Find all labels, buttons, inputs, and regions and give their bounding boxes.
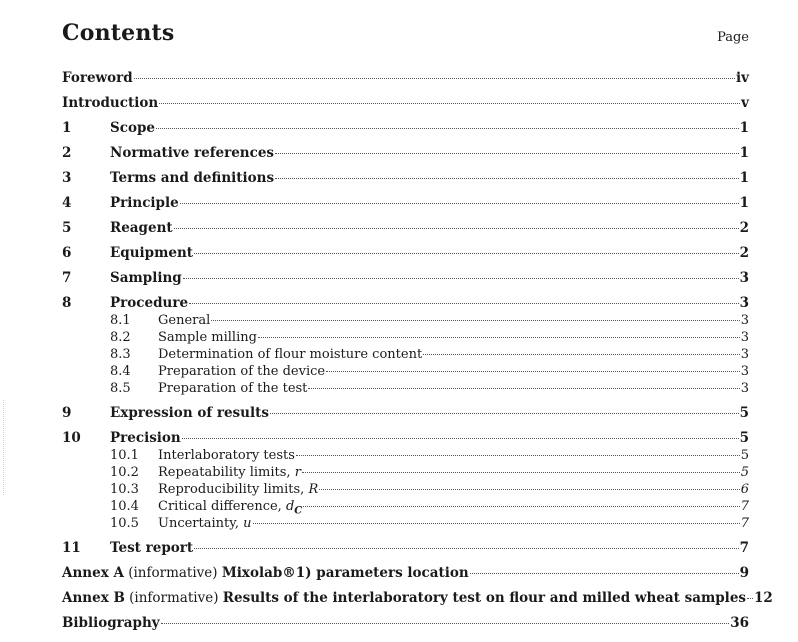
entry-page: 2 [739,220,749,236]
entry-number: 8.5 [110,381,131,396]
entry-title [158,465,301,480]
entry-title: Preparation of the device [158,364,326,379]
entry-title: Determination of flour moisture content [158,347,423,362]
entry-page: 1 [739,170,749,186]
toc-entry-expression-of-results[interactable] [62,405,749,423]
toc-entry-sampling[interactable] [62,270,749,288]
toc-entry-bibliography[interactable] [62,615,749,633]
entry-title [62,590,746,606]
dot-leader [156,128,739,129]
dot-leader [275,153,739,154]
entry-page: 5 [740,465,749,480]
entry-title: Sample milling [158,330,257,345]
entry-number: 6 [62,245,72,261]
entry-title: Procedure [110,295,189,311]
entry-page: 7 [740,516,749,531]
dot-leader [194,253,739,254]
entry-page: 5 [740,448,749,463]
annex-label: Annex B [62,590,125,606]
entry-title [158,516,252,531]
entry-title [158,499,302,517]
entry-title: Precision [110,430,181,446]
entry-title-text: Uncertainty, [158,516,244,531]
entry-number: 8.4 [110,364,131,379]
entry-number: 8.2 [110,330,131,345]
entry-page: 3 [740,381,749,396]
dot-leader [326,371,740,372]
annex-type: (informative) [123,565,222,581]
entry-title: Reagent [110,220,173,236]
variable-R: R [308,482,319,497]
entry-title: Expression of results [110,405,269,421]
toc-entry-precision[interactable] [62,430,749,448]
entry-title-text: Critical difference, [158,499,286,514]
dot-leader [253,523,740,524]
entry-page: 3 [740,313,749,328]
entry-title: Scope [110,120,156,136]
entry-number: 2 [62,145,72,161]
variable-r: r [294,465,301,480]
toc-entry-annex-b[interactable] [62,590,773,608]
entry-title: Bibliography [62,615,160,631]
dot-leader [302,472,740,473]
entry-number: 8.1 [110,313,131,328]
entry-number: 3 [62,170,72,186]
dot-leader [270,413,739,414]
entry-page: 12 [754,590,773,606]
entry-page: 1 [739,195,749,211]
entry-title: Equipment [110,245,194,261]
entry-page: 7 [739,540,749,556]
dot-leader [194,548,738,549]
entry-page: 36 [730,615,749,631]
variable-u: u [243,516,252,531]
entry-page: v [741,95,749,111]
toc-entry-reagent[interactable] [62,220,749,238]
entry-number: 5 [62,220,72,236]
dot-leader [296,455,740,456]
dot-leader [423,354,740,355]
dot-leader [180,203,739,204]
toc-entry-foreword[interactable] [62,70,749,88]
entry-page: 1 [739,145,749,161]
toc-entry-moisture-content[interactable] [62,347,749,364]
dot-leader [747,598,753,599]
dot-leader [470,573,739,574]
entry-title: General [158,313,211,328]
entry-title [62,565,469,581]
margin-mark [3,400,7,495]
toc-entry-principle[interactable] [62,195,749,213]
entry-title: Preparation of the test [158,381,308,396]
toc-entry-critical-difference[interactable] [62,499,749,516]
entry-number: 9 [62,405,72,421]
annex-type: (informative) [124,590,223,606]
entry-number: 4 [62,195,72,211]
annex-label: Annex A [62,565,124,581]
entry-title: Normative references [110,145,275,161]
toc-entry-general[interactable] [62,313,749,330]
page-column-label: Page [717,30,749,45]
toc-entry-sample-milling[interactable] [62,330,749,347]
entry-page: iv [736,70,749,86]
toc-entry-repeatability-limits[interactable] [62,465,749,482]
entry-number: 7 [62,270,72,286]
dot-leader [211,320,739,321]
contents-heading: Contents [62,20,175,46]
dot-leader [308,388,739,389]
toc-entry-equipment[interactable] [62,245,749,263]
entry-title: Terms and definitions [110,170,275,186]
entry-number: 10.2 [110,465,139,480]
entry-title: Interlaboratory tests [158,448,295,463]
entry-title: Test report [110,540,194,556]
toc-entry-terms-and-definitions[interactable] [62,170,749,188]
annex-title: Results of the interlaboratory test on flour and milled wheat samples [222,590,747,606]
entry-page: 3 [740,364,749,379]
toc-entry-normative-references[interactable] [62,145,749,163]
entry-page: 5 [739,405,749,421]
entry-page: 5 [739,430,749,446]
variable-d: d [285,499,295,514]
entry-number: 10.5 [110,516,139,531]
dot-leader [134,78,735,79]
dot-leader [159,103,740,104]
toc-entry-procedure[interactable] [62,295,749,313]
entry-page: 9 [739,565,749,581]
entry-number: 10 [62,430,81,446]
dot-leader [258,337,740,338]
toc-entry-preparation-test[interactable] [62,381,749,398]
dot-leader [183,278,739,279]
entry-number: 1 [62,120,72,136]
toc-entry-annex-a[interactable] [62,565,749,583]
toc-entry-test-report[interactable] [62,540,749,558]
entry-number: 10.4 [110,499,139,514]
toc-entry-reproducibility-limits[interactable] [62,482,749,499]
toc-entry-uncertainty[interactable] [62,516,749,533]
entry-page: 6 [740,482,749,497]
entry-title: Foreword [62,70,133,86]
entry-page: 3 [739,295,749,311]
entry-title-text: Repeatability limits, [158,465,295,480]
entry-number: 11 [62,540,81,556]
entry-number: 8.3 [110,347,131,362]
toc-entry-interlaboratory-tests[interactable] [62,448,749,465]
entry-page: 2 [739,245,749,261]
toc-entry-preparation-device[interactable] [62,364,749,381]
dot-leader [174,228,739,229]
entry-title-text: Reproducibility limits, [158,482,309,497]
annex-title: Mixolab®1) parameters location [221,565,469,581]
entry-number: 10.1 [110,448,139,463]
dot-leader [161,623,730,624]
variable-subscript-c: C [294,505,303,517]
entry-page: 3 [739,270,749,286]
entry-title: Introduction [62,95,159,111]
dot-leader [303,506,739,507]
dot-leader [319,489,739,490]
entry-number: 8 [62,295,72,311]
dot-leader [182,438,739,439]
dot-leader [189,303,739,304]
dot-leader [275,178,739,179]
entry-page: 3 [740,347,749,362]
entry-page: 1 [739,120,749,136]
toc-entry-introduction[interactable] [62,95,749,113]
entry-number: 10.3 [110,482,139,497]
entry-page: 3 [740,330,749,345]
entry-title [158,482,318,497]
entry-title: Principle [110,195,179,211]
entry-title: Sampling [110,270,182,286]
toc-entry-scope[interactable] [62,120,749,138]
entry-page: 7 [740,499,749,514]
